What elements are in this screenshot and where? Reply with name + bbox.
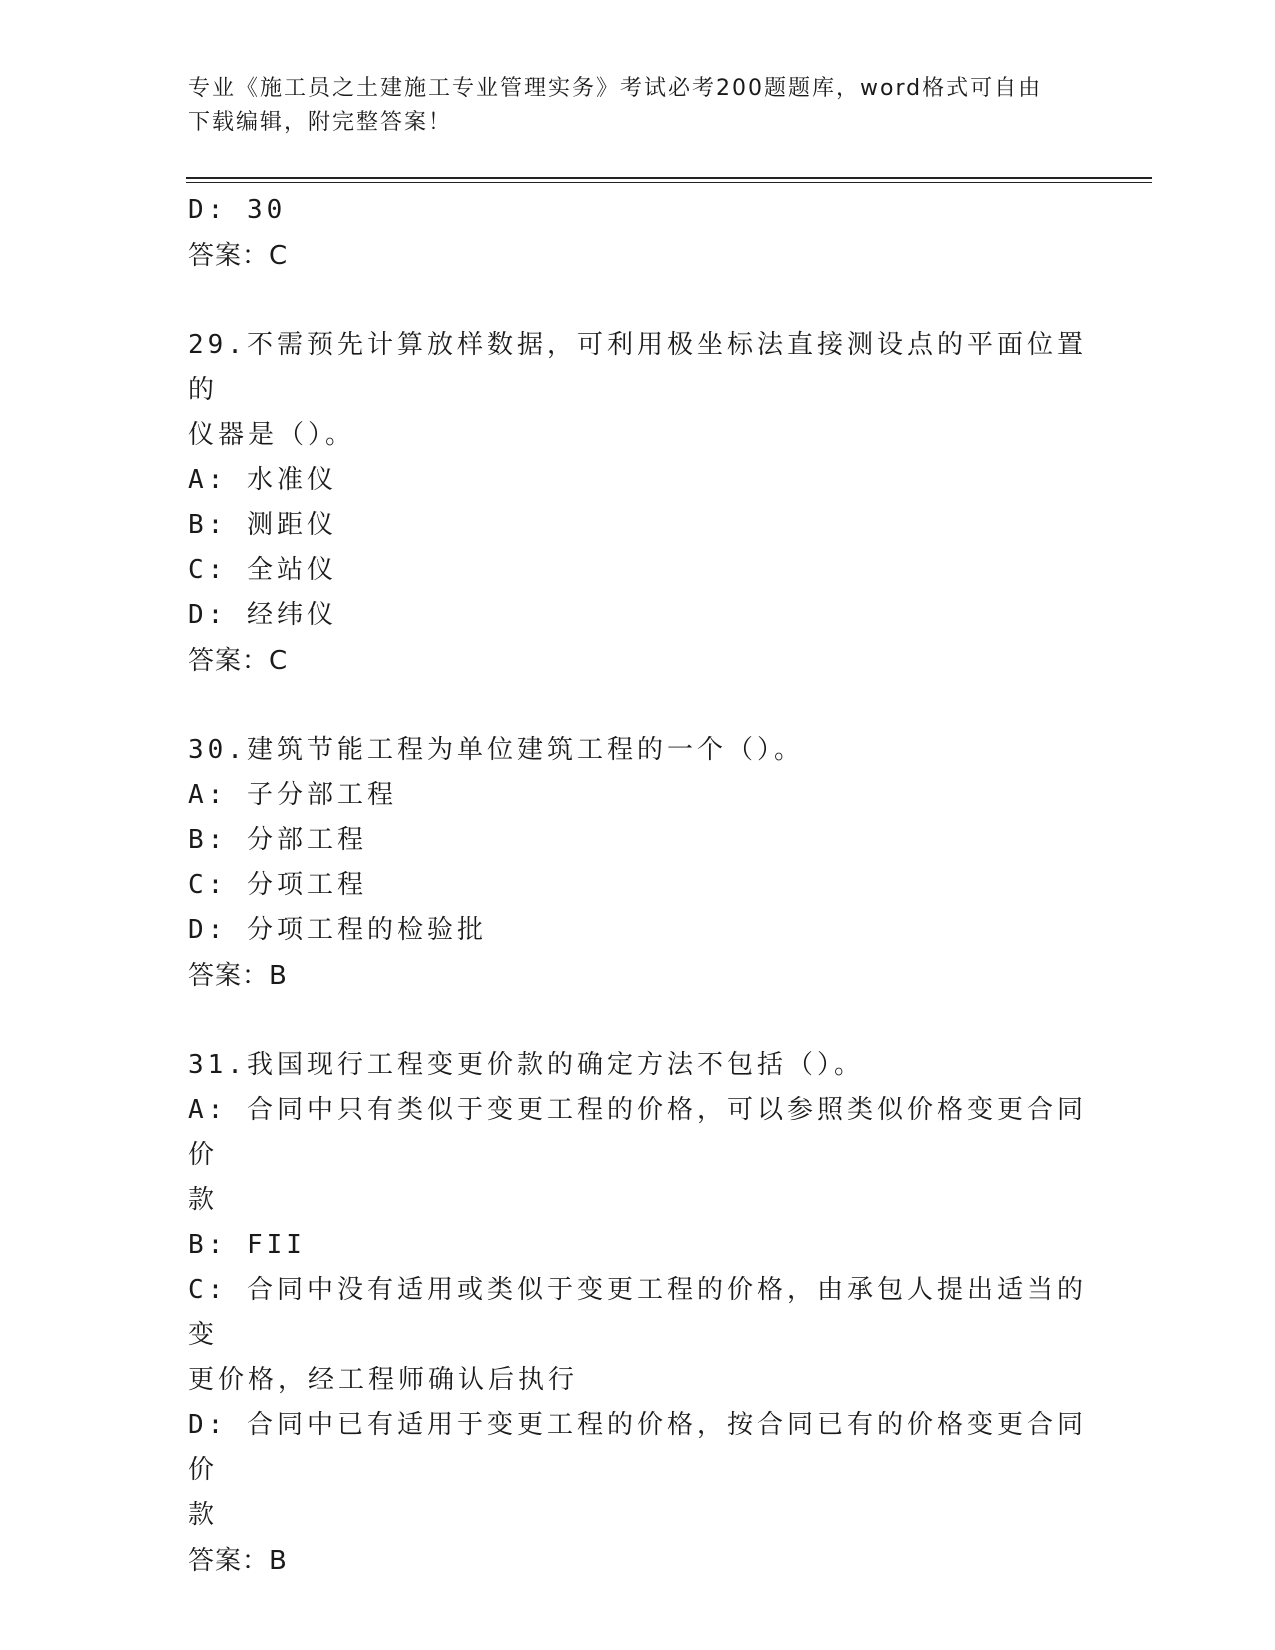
question-29 bbox=[188, 323, 1088, 684]
q29-option-b: B: 测距仪 bbox=[188, 510, 337, 540]
spacer bbox=[188, 684, 1088, 728]
q30-option-d: D: 分项工程的检验批 bbox=[188, 915, 487, 945]
spacer bbox=[188, 279, 1088, 323]
q31-answer: 答案：B bbox=[188, 1546, 288, 1576]
q31-option-d-line-1: D: 合同中已有适用于变更工程的价格，按合同已有的价格变更合同价 bbox=[188, 1410, 1087, 1485]
document-body bbox=[188, 188, 1088, 1584]
q31-option-a-line-2: 款 bbox=[188, 1185, 219, 1215]
q29-answer: 答案：C bbox=[188, 646, 289, 676]
q30-option-c: C: 分项工程 bbox=[188, 870, 367, 900]
q30-stem-line-1: 30.建筑节能工程为单位建筑工程的一个（）。 bbox=[188, 735, 804, 765]
header-line-1: 专业《施工员之土建施工专业管理实务》考试必考200题题库，word格式可自由 bbox=[188, 76, 1043, 101]
question-30 bbox=[188, 728, 1088, 999]
q31-option-c-line-2: 更价格，经工程师确认后执行 bbox=[188, 1365, 579, 1395]
q30-option-b: B: 分部工程 bbox=[188, 825, 367, 855]
header-rule-thick bbox=[186, 177, 1152, 179]
header-rule-thin bbox=[186, 182, 1152, 183]
q29-option-c: C: 全站仪 bbox=[188, 555, 337, 585]
q29-stem-line-2: 仪器是（）。 bbox=[188, 420, 356, 450]
q30-option-a: A: 子分部工程 bbox=[188, 780, 397, 810]
q31-stem-line-1: 31.我国现行工程变更价款的确定方法不包括（）。 bbox=[188, 1050, 864, 1080]
document-header bbox=[188, 72, 1068, 140]
question-31 bbox=[188, 1043, 1088, 1584]
q31-option-c-line-1: C: 合同中没有适用或类似于变更工程的价格，由承包人提出适当的变 bbox=[188, 1275, 1087, 1350]
q31-option-b-line-1: B: FII bbox=[188, 1230, 306, 1260]
q31-option-a-line-1: A: 合同中只有类似于变更工程的价格，可以参照类似价格变更合同价 bbox=[188, 1095, 1087, 1170]
q29-option-d: D: 经纬仪 bbox=[188, 600, 337, 630]
q28-answer: 答案：C bbox=[188, 241, 289, 271]
q29-stem-line-1: 29.不需预先计算放样数据，可利用极坐标法直接测设点的平面位置的 bbox=[188, 330, 1087, 405]
header-line-2: 下载编辑，附完整答案！ bbox=[188, 110, 453, 135]
q29-option-a: A: 水准仪 bbox=[188, 465, 337, 495]
q31-option-d-line-2: 款 bbox=[188, 1500, 219, 1530]
q28-option-d: D: 30 bbox=[188, 195, 287, 225]
spacer bbox=[188, 999, 1088, 1043]
q30-answer: 答案：B bbox=[188, 961, 288, 991]
